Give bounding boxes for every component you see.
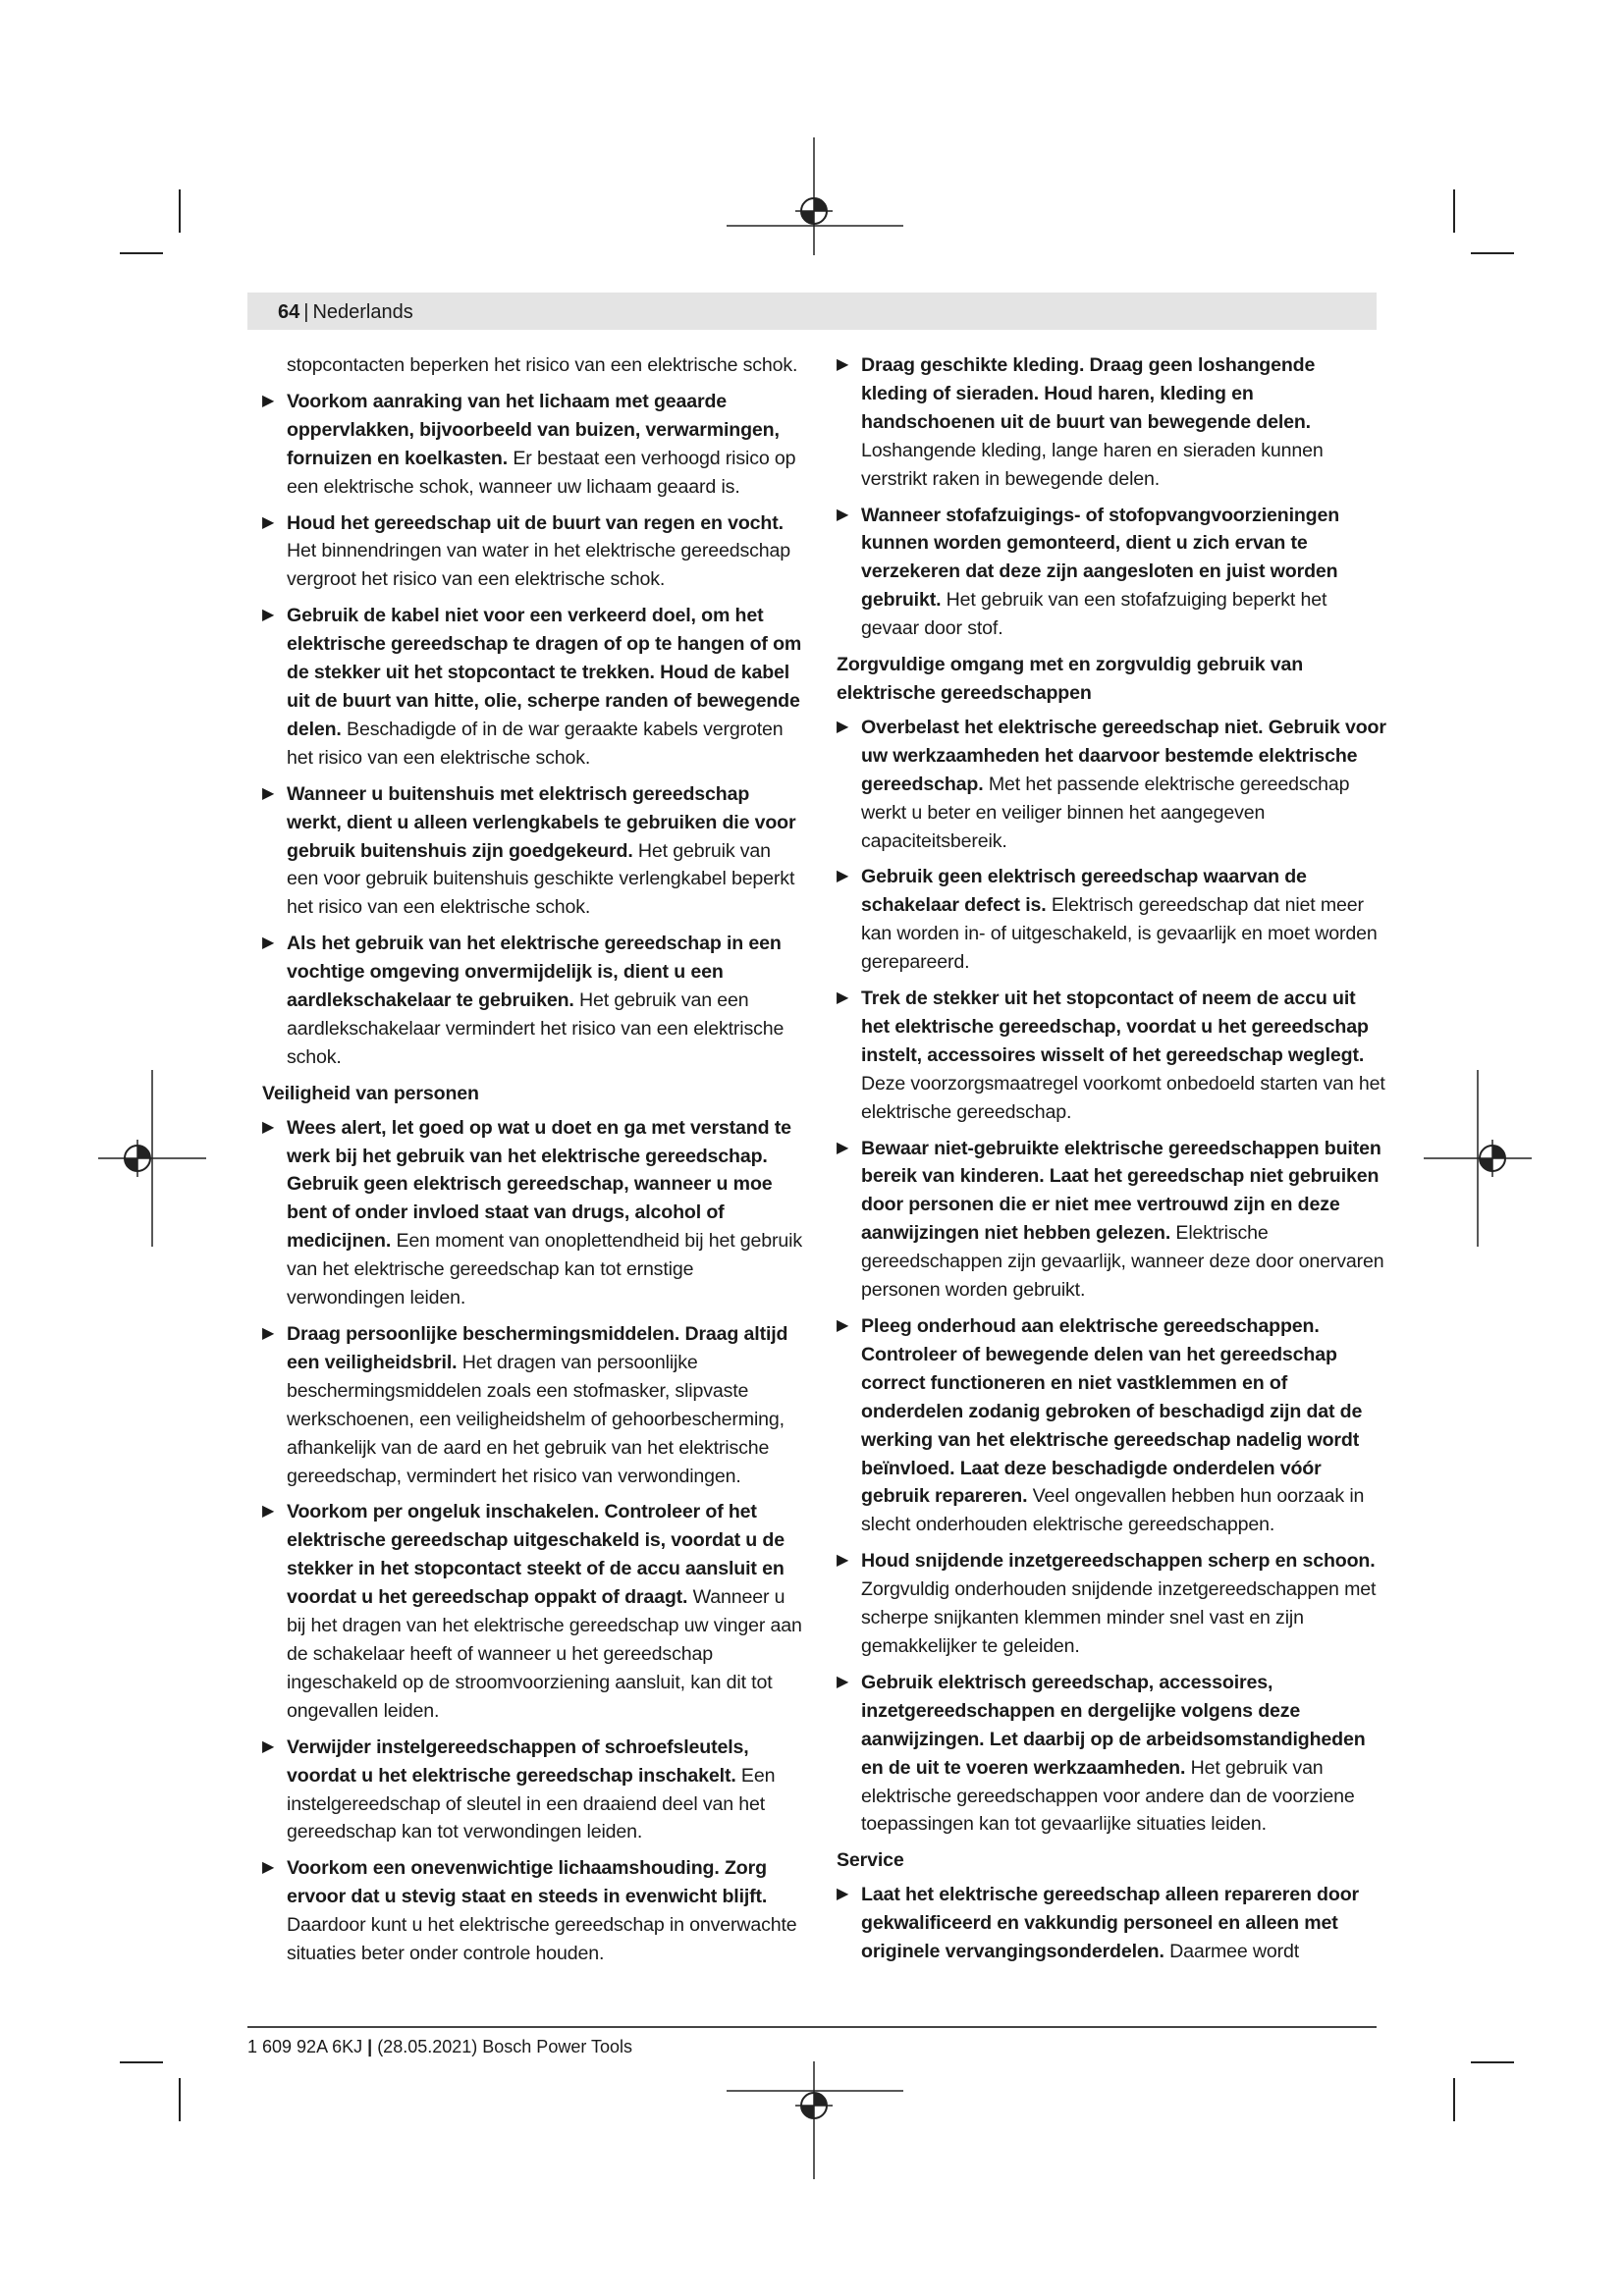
footer-doc-number: 1 609 92A 6KJ [247,2037,363,2056]
header-bar [247,293,1377,330]
list-item: ▶ Voorkom aanraking van het lichaam met geaarde oppervlakken, bijvoorbeeld van buizen, verwarmingen, fornuizen en koelkasten. Er bestaat een verhoogd risico op een elektrische schok, wanneer uw lichaam geaard is. [262,388,804,502]
footer-brand: Bosch Power Tools [482,2037,633,2056]
list-item: ▶ Draag persoonlijke beschermingsmiddelen. Draag altijd een veiligheidsbril. Het dragen van persoonlijke beschermingsmiddelen zoals een stofmasker, slipvaste werkschoenen, een veiligheidshelm of gehoorbescherming, afhankelijk van de aard en het gebruik van het elektrische gereedschap, vermindert het risico van verwondingen. [262,1320,804,1490]
crop-mark-top-left-vertical [179,189,181,233]
triangle-bullet-icon: ▶ [837,1552,849,1570]
list-item: ▶ Trek de stekker uit het stopcontact of neem de accu uit het elektrische gereedschap, voordat u het gereedschap instelt, accessoires wisselt of het gereedschap weglegt. Deze voorzorgsmaatregel voorkomt onbedoeld starten van het elektrische gereedschap. [837,985,1386,1127]
right-column [837,351,1386,1974]
continuation-text: stopcontacten beperken het risico van een elektrische schok. [287,354,798,376]
crop-mark-bottom-right-horizontal [1471,2061,1514,2063]
page-number: 64 [278,301,300,323]
triangle-bullet-icon: ▶ [262,1325,275,1342]
triangle-bullet-icon: ▶ [262,607,275,624]
triangle-bullet-icon: ▶ [262,392,275,409]
crop-mark-bottom-left-horizontal [120,2061,163,2063]
triangle-bullet-icon: ▶ [262,1737,275,1755]
page-footer [247,2036,632,2057]
triangle-bullet-icon: ▶ [837,1139,849,1156]
list-item: ▶ Houd het gereedschap uit de buurt van regen en vocht. Het binnendringen van water in het elektrische gereedschap vergroot het risico van een elektrische schok. [262,509,804,595]
triangle-bullet-icon: ▶ [262,513,275,531]
crop-mark-top-right-vertical [1453,189,1455,233]
left-column [262,351,804,1976]
triangle-bullet-icon: ▶ [262,1503,275,1521]
list-item: ▶ Pleeg onderhoud aan elektrische gereedschappen. Controleer of bewegende delen van het gereedschap correct functioneren en niet vastklemmen en of onderdelen zodanig gebroken of beschadigd zijn dat de werking van het elektrische gereedschap nadelig wordt beïnvloed. Laat deze beschadigde onderdelen vóór gebruik repareren. Veel ongevallen hebben hun oorzaak in slecht onderhouden elektrische gereedschappen. [837,1312,1386,1539]
list-item: ▶ Laat het elektrische gereedschap alleen repareren door gekwalificeerd en vakkundig personeel en alleen met originele vervangingsonderdelen. Daarmee wordt [837,1881,1386,1966]
triangle-bullet-icon: ▶ [837,718,849,735]
crop-mark-top-left-horizontal [120,252,163,254]
triangle-bullet-icon: ▶ [262,934,275,952]
triangle-bullet-icon: ▶ [837,1317,849,1334]
list-item: ▶ Voorkom per ongeluk inschakelen. Controleer of het elektrische gereedschap uitgeschakeld is, voordat u de stekker in het stopcontact steekt of de accu aansluit en voordat u het gereedschap oppakt of draagt. Wanneer u bij het dragen van het elektrische gereedschap uw vinger aan de schakelaar heeft of wanneer u het gereedschap ingeschakeld op de stroomvoorziening aansluit, kan dit tot ongevallen leiden. [262,1498,804,1725]
section-heading-service: Service [837,1849,904,1872]
registration-mark-bottom [727,2061,903,2179]
triangle-bullet-icon: ▶ [837,506,849,523]
section-heading-tool-use: Zorgvuldige omgang met en zorgvuldig gebruik van elektrische gereedschappen [837,654,1304,704]
registration-mark-left [98,1070,206,1247]
section-heading-personal-safety: Veiligheid van personen [262,1082,479,1104]
footer-separator: | [367,2037,373,2056]
list-item: ▶ Gebruik de kabel niet voor een verkeerd doel, om het elektrische gereedschap te dragen of op te hangen of om de stekker uit het stopcontact te trekken. Houd de kabel uit de buurt van hitte, olie, scherpe randen of bewegende delen. Beschadigde of in de war geraakte kabels vergroten het risico van een elektrische schok. [262,602,804,772]
triangle-bullet-icon: ▶ [837,356,849,373]
list-item: ▶ Overbelast het elektrische gereedschap niet. Gebruik voor uw werkzaamheden het daarvoor bestemde elektrische gereedschap. Met het passende elektrische gereedschap werkt u beter en veiliger binnen het aangegeven capaciteitsbereik. [837,714,1386,856]
registration-mark-right [1424,1070,1532,1247]
header-separator: | [303,301,309,323]
footer-date: (28.05.2021) [377,2037,478,2056]
list-item: ▶ Bewaar niet-gebruikte elektrische gereedschappen buiten bereik van kinderen. Laat het gereedschap niet gebruiken door personen die er niet mee vertrouwd zijn en deze aanwijzingen niet hebben gelezen. Elektrische gereedschappen zijn gevaarlijk, wanneer deze door onervaren personen worden gebruikt. [837,1135,1386,1305]
crop-mark-bottom-left-vertical [179,2078,181,2121]
triangle-bullet-icon: ▶ [262,1118,275,1136]
list-item: ▶ Wanneer u buitenshuis met elektrisch gereedschap werkt, dient u alleen verlengkabels te gebruiken die voor gebruik buitenshuis zijn goedgekeurd. Het gebruik van een voor gebruik buitenshuis geschikte verlengkabel beperkt het risico van een elektrische schok. [262,780,804,923]
crop-mark-top-right-horizontal [1471,252,1514,254]
list-item: ▶ Verwijder instelgereedschappen of schroefsleutels, voordat u het elektrische gereedschap inschakelt. Een instelgereedschap of sleutel in een draaiend deel van het gereedschap kan tot verwondingen leiden. [262,1734,804,1847]
triangle-bullet-icon: ▶ [262,1859,275,1877]
triangle-bullet-icon: ▶ [837,1886,849,1903]
list-item: ▶ Wees alert, let goed op wat u doet en ga met verstand te werk bij het gebruik van het elektrische gereedschap. Gebruik geen elektrisch gereedschap, wanneer u moe bent of onder invloed staat van drugs, alcohol of medicijnen. Een moment van onoplettendheid bij het gebruik van het elektrische gereedschap kan tot ernstige verwondingen leiden. [262,1114,804,1312]
list-item: ▶ Voorkom een onevenwichtige lichaamshouding. Zorg ervoor dat u stevig staat en steeds in evenwicht blijft. Daardoor kunt u het elektrische gereedschap in onverwachte situaties beter onder controle houden. [262,1854,804,1968]
triangle-bullet-icon: ▶ [837,1673,849,1690]
list-item: ▶ Wanneer stofafzuigings- of stofopvangvoorzieningen kunnen worden gemonteerd, dient u zich ervan te verzekeren dat deze zijn aangesloten en juist worden gebruikt. Het gebruik van een stofafzuiging beperkt het gevaar door stof. [837,502,1386,644]
page-header [278,300,413,324]
triangle-bullet-icon: ▶ [837,989,849,1007]
list-item: ▶ Houd snijdende inzetgereedschappen scherp en schoon. Zorgvuldig onderhouden snijdende inzetgereedschappen met scherpe snijkanten klemmen minder snel vast en zijn gemakkelijker te geleiden. [837,1547,1386,1661]
crop-mark-bottom-right-vertical [1453,2078,1455,2121]
list-item: ▶ Als het gebruik van het elektrische gereedschap in een vochtige omgeving onvermijdelijk is, dient u een aardlekschakelaar te gebruiken. Het gebruik van een aardlekschakelaar vermindert het risico van een elektrische schok. [262,930,804,1072]
list-item: ▶ Draag geschikte kleding. Draag geen loshangende kleding of sieraden. Houd haren, kleding en handschoenen uit de buurt van bewegende delen. Loshangende kleding, lange haren en sieraden kunnen verstrikt raken in bewegende delen. [837,351,1386,494]
header-language: Nederlands [312,301,413,323]
registration-mark-top [727,137,903,255]
list-item: ▶ Gebruik geen elektrisch gereedschap waarvan de schakelaar defect is. Elektrisch gereedschap dat niet meer kan worden in- of uitgeschakeld, is gevaarlijk en moet worden gerepareerd. [837,863,1386,977]
list-item: ▶ Gebruik elektrisch gereedschap, accessoires, inzetgereedschappen en dergelijke volgens deze aanwijzingen. Let daarbij op de arbeidsomstandigheden en de uit te voeren werkzaamheden. Het gebruik van elektrische gereedschappen voor andere dan de voorziene toepassingen kan tot gevaarlijke situaties leiden. [837,1669,1386,1839]
footer-divider [247,2026,1377,2028]
triangle-bullet-icon: ▶ [262,784,275,802]
triangle-bullet-icon: ▶ [837,868,849,885]
